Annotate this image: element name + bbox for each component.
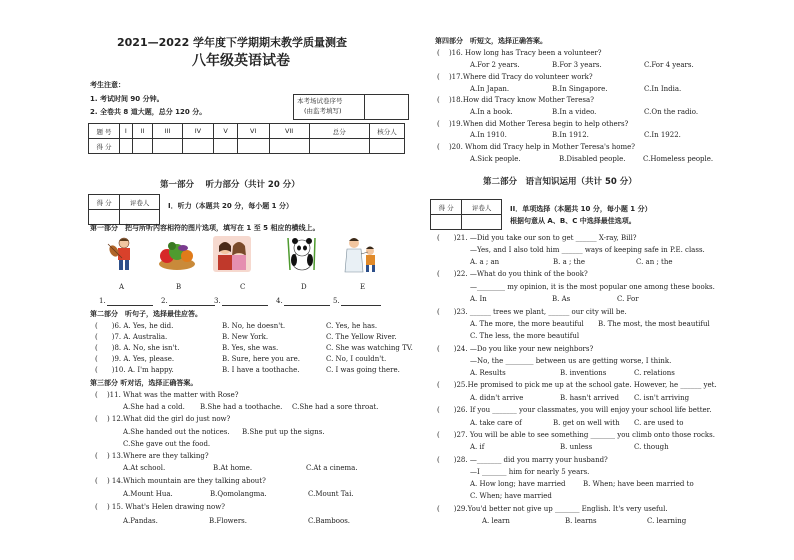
question-12: ( ) 12.What did the girl do just now?: [95, 415, 231, 423]
q7-option-b: B. New York.: [222, 333, 269, 341]
score-table-header-row: [89, 124, 405, 139]
score-input-cell: [153, 139, 182, 154]
q11-option-c: C.She had a sore throat.: [292, 403, 379, 411]
grader-input: [431, 215, 462, 230]
q16-option-a: A.For 2 years.: [470, 61, 520, 69]
q28-option-b: B. When; have been married to: [583, 480, 694, 488]
q25-option-b: B. hasn't arrived: [560, 394, 620, 402]
question-26: ( )26. If you _______ your classmates, you will enjoy your school life better.: [437, 406, 712, 414]
blank-label-2: 2.: [161, 297, 168, 305]
question-24-line-2: —No, the ________ between us are getting worse, I think.: [470, 357, 672, 365]
q29-option-c: C. learning: [647, 517, 687, 525]
score-input-cell: [237, 139, 269, 154]
question-20: ( )20. Whom did Tracy help in Mother Teresa's home?: [437, 143, 636, 151]
q13-option-b: B.At home.: [213, 464, 253, 472]
q19-option-a: A.In 1910.: [470, 131, 507, 139]
grader-box-2: [430, 199, 502, 230]
q15-option-c: C.Bamboos.: [308, 517, 351, 525]
question-21-line-2: —Yes, and I also told him ______ ways of keeping safe in P.E. class.: [470, 246, 705, 254]
q19-option-c: C.In 1922.: [644, 131, 681, 139]
q6-option-b: B. No, he doesn't.: [222, 322, 286, 330]
q27-option-c: C. though: [634, 443, 669, 451]
question-14: ( ) 14.Which mountain are they talking about?: [95, 477, 266, 485]
q19-option-b: B.In 1912.: [552, 131, 589, 139]
notice-title: 考生注意：: [90, 81, 125, 89]
score-cell: 核分人: [370, 124, 405, 139]
q24-option-b: B. inventions: [560, 369, 607, 377]
blank-label-4: 4.: [276, 297, 283, 305]
q20-option-a: A.Sick people.: [470, 155, 521, 163]
q6-option-c: C. Yes, he has.: [326, 322, 378, 330]
picture-letter-e: E: [360, 283, 366, 291]
section2-title: 第二部分 语言知识运用（共计 50 分）: [483, 177, 637, 187]
q21-option-b: B. a ; the: [553, 258, 586, 266]
grader-label: 得 分: [431, 200, 462, 215]
q26-option-c: C. are used to: [634, 419, 684, 427]
q11-option-b: B.She had a toothache.: [200, 403, 283, 411]
q17-option-a: A.In Japan.: [470, 85, 510, 93]
score-input-cell: [214, 139, 237, 154]
q24-option-c: C. relations: [634, 369, 675, 377]
part2-title: 第二部分 听句子，选择最佳应答。: [90, 310, 202, 318]
score-input-cell: [182, 139, 214, 154]
question-9: ( )9. A. Yes, please.: [95, 355, 175, 363]
question-29: ( )29.You'd better not give up _______ English. It's very useful.: [437, 505, 668, 513]
q18-option-b: B.In a video.: [552, 108, 597, 116]
score-table: [88, 123, 405, 154]
q22-option-c: C. For: [617, 295, 639, 303]
score-cell: III: [153, 124, 182, 139]
q21-option-c: C. an ; the: [636, 258, 673, 266]
score-cell: 得 分: [89, 139, 120, 154]
question-24: ( )24. —Do you like your new neighbors?: [437, 345, 594, 353]
score-cell: 题 号: [89, 124, 120, 139]
q29-option-b: B. learns: [565, 517, 597, 525]
picture-letter-b: B: [176, 283, 182, 291]
q22-option-a: A. In: [470, 295, 487, 303]
grader-label: 得 分: [89, 195, 120, 210]
section1-title: 第一部分 听力部分（共计 20 分）: [160, 180, 300, 190]
question-22: ( )22. —What do you think of the book?: [437, 270, 588, 278]
q14-option-a: A.Mount Hua.: [123, 490, 173, 498]
grader-input: [462, 215, 502, 230]
q12-option-b: B.She put up the signs.: [242, 428, 325, 436]
vegetables-picture: [157, 236, 197, 272]
score-cell: 总分: [309, 124, 369, 139]
score-table-score-row: [89, 139, 405, 154]
score-input-cell: [120, 139, 133, 154]
single-choice-heading: II．单项选择（本题共 10 分，每小题 1 分）: [510, 205, 652, 213]
q8-option-c: C. She was watching TV.: [326, 344, 413, 352]
blank-label-5: 5.: [333, 297, 340, 305]
score-cell: VI: [237, 124, 269, 139]
score-cell: V: [214, 124, 237, 139]
answer-blank-4[interactable]: [284, 305, 330, 306]
q16-option-c: C.For 4 years.: [644, 61, 694, 69]
answer-blank-1[interactable]: [107, 305, 153, 306]
doctor-picture: [342, 234, 382, 274]
exam-subtitle: 八年级英语试卷: [192, 53, 290, 69]
q18-option-c: C.On the radio.: [644, 108, 699, 116]
q29-option-a: A. learn: [482, 517, 510, 525]
q20-option-b: B.Disabled people.: [559, 155, 626, 163]
q14-option-b: B.Qomolangma.: [210, 490, 267, 498]
score-cell: VII: [269, 124, 309, 139]
q10-option-b: B. I have a toothache.: [222, 366, 300, 374]
question-25: ( )25.He promised to pick me up at the school gate. However, he ______ yet.: [437, 381, 717, 389]
q17-option-c: C.In India.: [644, 85, 682, 93]
question-18: ( )18.How did Tracy know Mother Teresa?: [437, 96, 594, 104]
question-28-line-2: —I _______ him for nearly 5 years.: [470, 468, 590, 476]
q9-option-c: C. No, I couldn't.: [326, 355, 387, 363]
question-8: ( )8. A. No, she isn't.: [95, 344, 180, 352]
answer-blank-5[interactable]: [341, 305, 381, 306]
grader-box-1: [88, 194, 160, 225]
question-19: ( )19.When did Mother Teresa begin to help others?: [437, 120, 629, 128]
q16-option-b: B.For 3 years.: [552, 61, 602, 69]
question-13: ( ) 13.Where are they talking?: [95, 452, 209, 460]
question-10: ( )10. A. I'm happy.: [95, 366, 174, 374]
listening-heading: I．听力（本题共 20 分，每小题 1 分）: [168, 202, 293, 210]
panda-picture: [284, 236, 320, 272]
q26-option-a: A. take care of: [470, 419, 522, 427]
score-input-cell: [269, 139, 309, 154]
q23-option-c: C. The less, the more beautiful: [470, 332, 580, 340]
grader-input: [89, 210, 120, 225]
q23-option-a: A. The more, the more beautiful: [470, 320, 584, 328]
q8-option-b: B. Yes, she was.: [222, 344, 279, 352]
score-input-cell: [132, 139, 153, 154]
q10-option-c: C. I was going there.: [326, 366, 400, 374]
q21-option-a: A. a ; an: [470, 258, 500, 266]
blank-label-1: 1.: [99, 297, 106, 305]
single-choice-instruction: 根据句意从 A、B、C 中选择最佳选项。: [510, 217, 636, 225]
q9-option-b: B. Sure, here you are.: [222, 355, 300, 363]
grader-label: 评卷人: [462, 200, 502, 215]
q23-option-b: B. The most, the most beautiful: [598, 320, 710, 328]
q20-option-c: C.Homeless people.: [643, 155, 714, 163]
blank-label-3: 3.: [214, 297, 221, 305]
q25-option-c: C. isn't arriving: [634, 394, 690, 402]
part4-title: 第四部分 听短文，选择正确答案。: [435, 37, 547, 45]
question-11: ( )11. What was the matter with Rose?: [95, 391, 239, 399]
notice-line-1: 1. 考试时间 90 分钟。: [90, 95, 164, 103]
question-27: ( )27. You will be able to see something _______ you climb onto those rocks.: [437, 431, 715, 439]
question-15: ( ) 15. What's Helen drawing now?: [95, 503, 225, 511]
picture-letter-a: A: [119, 283, 125, 291]
q28-option-a: A. How long; have married: [470, 480, 566, 488]
q25-option-a: A. didn't arrive: [470, 394, 524, 402]
q12-option-c: C.She gave out the food.: [123, 440, 211, 448]
q13-option-a: A.At school.: [123, 464, 166, 472]
violin-boy-picture: [104, 236, 140, 272]
seat-number-label: 本考场试卷序号: [297, 97, 343, 105]
grader-label: 评卷人: [120, 195, 160, 210]
question-28: ( )28. —_______ did you marry your husband?: [437, 456, 608, 464]
part3-title: 第三部分 听对话，选择正确答案。: [90, 379, 198, 387]
score-input-cell: [370, 139, 405, 154]
notice-line-2: 2. 全卷共 8 道大题，总分 120 分。: [90, 108, 207, 116]
q12-option-a: A.She handed out the notices.: [123, 428, 230, 436]
score-cell: II: [132, 124, 153, 139]
question-23: ( )23. ______ trees we plant, ______ our city will be.: [437, 308, 627, 316]
question-6: ( )6. A. Yes, he did.: [95, 322, 174, 330]
q26-option-b: B. get on well with: [553, 419, 620, 427]
answer-blank-3[interactable]: [222, 305, 268, 306]
question-7: ( )7. A. Australia.: [95, 333, 168, 341]
score-cell: I: [120, 124, 133, 139]
q22-option-b: B. As: [552, 295, 571, 303]
q24-option-a: A. Results: [470, 369, 506, 377]
score-cell: IV: [182, 124, 214, 139]
q15-option-b: B.Flowers.: [209, 517, 247, 525]
picture-letter-d: D: [301, 283, 307, 291]
question-22-line-2: —________ my opinion, it is the most popular one among these books.: [470, 283, 715, 291]
seat-number-note: (由监考填写): [304, 107, 342, 115]
question-21: ( )21. —Did you take our son to get ______ X-ray, Bill?: [437, 234, 637, 242]
question-17: ( )17.Where did Tracy do volunteer work?: [437, 73, 593, 81]
q15-option-a: A.Pandas.: [123, 517, 158, 525]
q28-option-c: C. When; have married: [470, 492, 552, 500]
part1-title: 第一部分 把与所听内容相符的图片选项，填写在 1 至 5 相应的横线上。: [90, 224, 320, 232]
q14-option-c: C.Mount Tai.: [308, 490, 354, 498]
q7-option-c: C. The Yellow River.: [326, 333, 397, 341]
q11-option-a: A.She had a cold.: [123, 403, 185, 411]
family-picture: [213, 236, 251, 272]
q13-option-c: C.At a cinema.: [306, 464, 358, 472]
grader-input: [120, 210, 160, 225]
picture-letter-c: C: [240, 283, 246, 291]
question-16: ( )16. How long has Tracy been a volunteer?: [437, 49, 602, 57]
answer-blank-2[interactable]: [169, 305, 215, 306]
exam-title: 2021—2022 学年度下学期期末教学质量测查: [117, 36, 348, 49]
q17-option-b: B.In Singapore.: [552, 85, 608, 93]
score-input-cell: [309, 139, 369, 154]
q27-option-b: B. unless: [560, 443, 593, 451]
q27-option-a: A. if: [470, 443, 485, 451]
q18-option-a: A.In a book.: [470, 108, 513, 116]
